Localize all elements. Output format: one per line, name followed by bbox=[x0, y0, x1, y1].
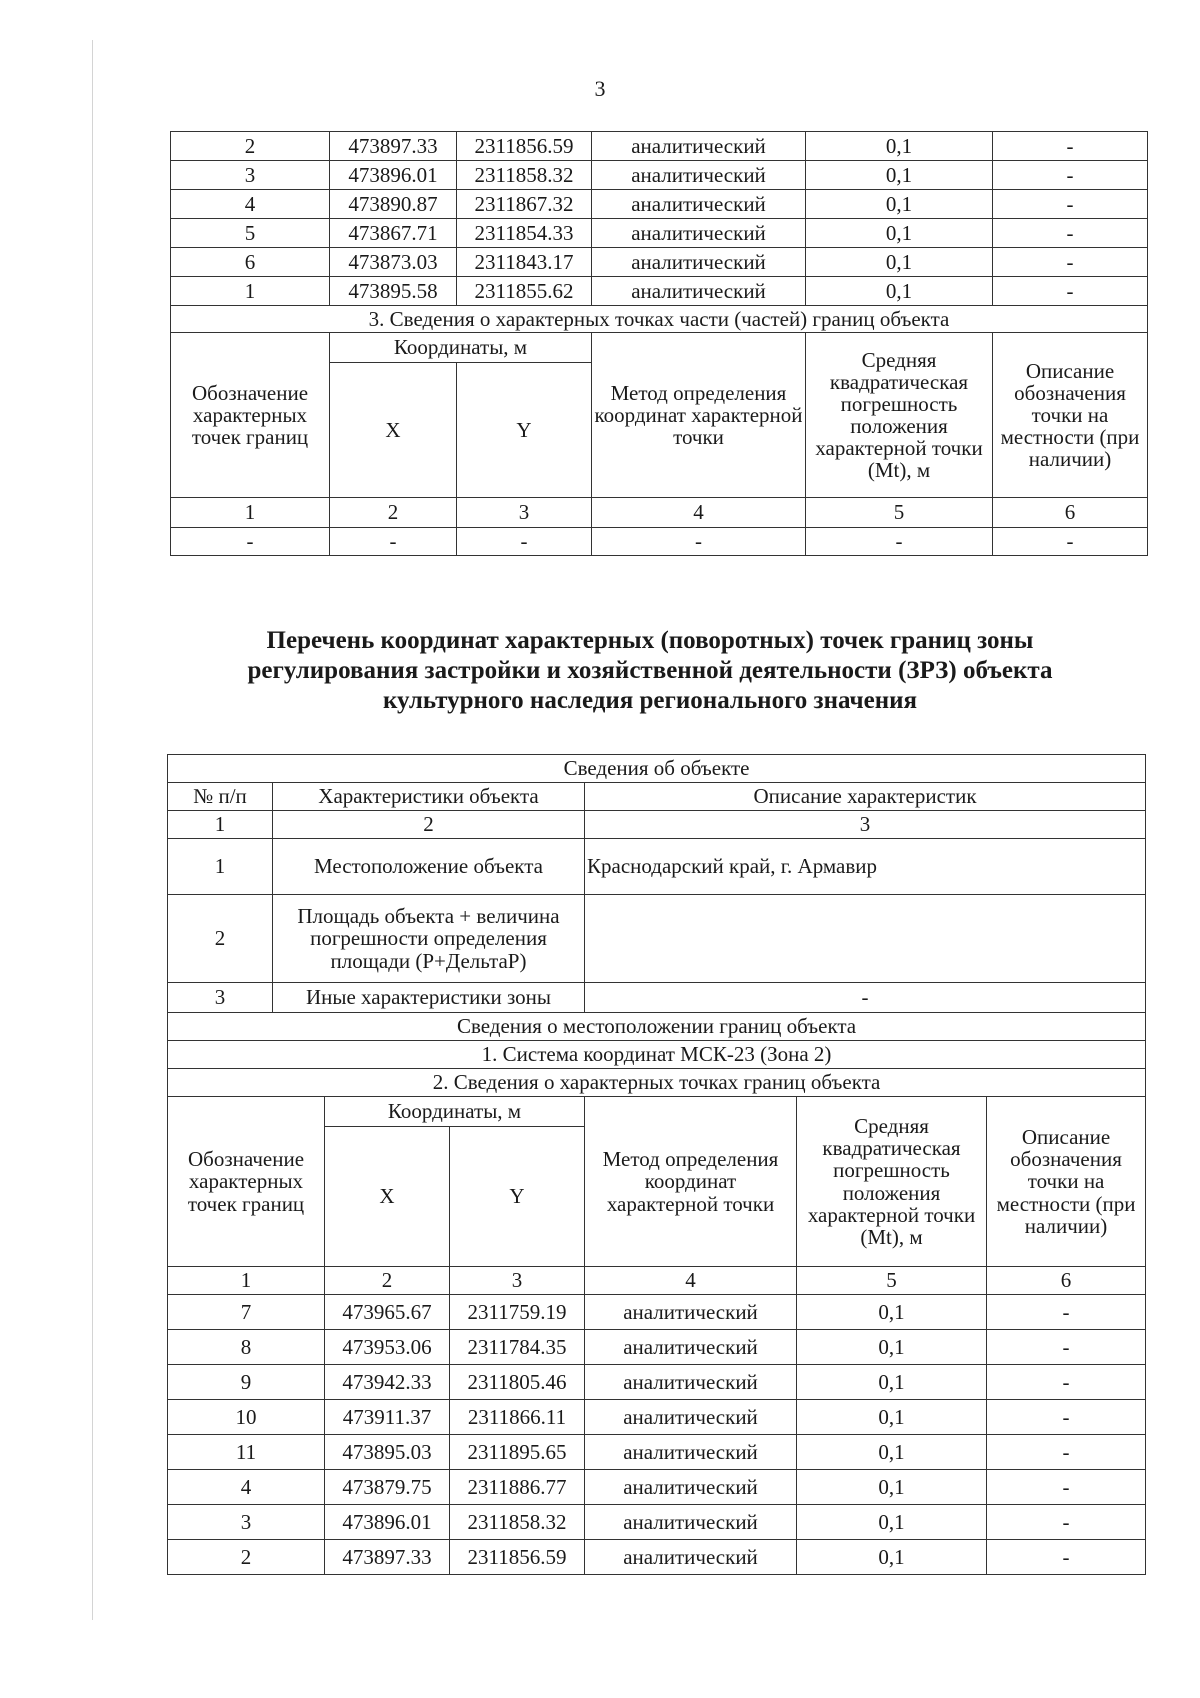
mt-value: 0,1 bbox=[797, 1470, 987, 1505]
characteristic-value: - bbox=[585, 983, 1146, 1013]
table-row bbox=[168, 1470, 1146, 1505]
characteristic: Площадь объекта + величина погрешности определения площади (Р+ДельтаР) bbox=[273, 895, 585, 983]
empty-cell: - bbox=[171, 528, 330, 556]
section-title: 3. Сведения о характерных точках части (частей) границ объекта bbox=[171, 306, 1148, 333]
column-number: 5 bbox=[797, 1267, 987, 1295]
coord-y: 2311856.59 bbox=[450, 1540, 585, 1575]
method: аналитический bbox=[592, 161, 806, 190]
coord-x: 473965.67 bbox=[325, 1295, 450, 1330]
point-number: 4 bbox=[168, 1470, 325, 1505]
mt-value: 0,1 bbox=[797, 1295, 987, 1330]
table-row bbox=[168, 1435, 1146, 1470]
coord-y: 2311784.35 bbox=[450, 1330, 585, 1365]
coord-x: 473873.03 bbox=[330, 248, 457, 277]
zone-info-table bbox=[167, 754, 1146, 1575]
characteristic: Иные характеристики зоны bbox=[273, 983, 585, 1013]
point-number: 3 bbox=[171, 161, 330, 190]
heading-line: Перечень координат характерных (поворотных) точек границ зоны bbox=[266, 627, 1034, 654]
point-description: - bbox=[993, 277, 1148, 306]
point-number: 10 bbox=[168, 1400, 325, 1435]
header-coordinates: Координаты, м bbox=[330, 333, 592, 363]
point-description: - bbox=[987, 1470, 1146, 1505]
point-description: - bbox=[987, 1505, 1146, 1540]
coord-y: 2311854.33 bbox=[457, 219, 592, 248]
method: аналитический bbox=[585, 1295, 797, 1330]
header-number: № п/п bbox=[168, 783, 273, 811]
table-row bbox=[168, 1330, 1146, 1365]
coord-x: 473895.03 bbox=[325, 1435, 450, 1470]
coord-x: 473897.33 bbox=[330, 132, 457, 161]
mt-value: 0,1 bbox=[806, 190, 993, 219]
coordinate-system: 1. Система координат МСК-23 (Зона 2) bbox=[168, 1041, 1146, 1069]
header-x: X bbox=[325, 1127, 450, 1267]
mt-value: 0,1 bbox=[797, 1435, 987, 1470]
table-row bbox=[168, 1540, 1146, 1575]
coord-x: 473942.33 bbox=[325, 1365, 450, 1400]
point-number: 9 bbox=[168, 1365, 325, 1400]
mt-value: 0,1 bbox=[806, 161, 993, 190]
point-description: - bbox=[987, 1365, 1146, 1400]
coord-y: 2311843.17 bbox=[457, 248, 592, 277]
point-description: - bbox=[987, 1330, 1146, 1365]
point-number: 4 bbox=[171, 190, 330, 219]
header-mt: Средняя квадратическая погрешность положения характерной точки (Mt), м bbox=[806, 333, 993, 498]
column-number: 6 bbox=[987, 1267, 1146, 1295]
method: аналитический bbox=[585, 1435, 797, 1470]
coord-x: 473890.87 bbox=[330, 190, 457, 219]
coord-y: 2311858.32 bbox=[457, 161, 592, 190]
section-title: 2. Сведения о характерных точках границ объекта bbox=[168, 1069, 1146, 1097]
method: аналитический bbox=[592, 219, 806, 248]
header-characteristic-description: Описание характеристик bbox=[585, 783, 1146, 811]
characteristic-value bbox=[585, 895, 1146, 983]
header-method: Метод определения координат характерной точки bbox=[592, 333, 806, 498]
point-description: - bbox=[987, 1400, 1146, 1435]
column-number: 6 bbox=[993, 498, 1148, 528]
method: аналитический bbox=[592, 248, 806, 277]
column-number: 3 bbox=[585, 811, 1146, 839]
method: аналитический bbox=[585, 1330, 797, 1365]
table-row bbox=[168, 1505, 1146, 1540]
method: аналитический bbox=[585, 1505, 797, 1540]
header-method: Метод определения координат характерной точки bbox=[585, 1097, 797, 1267]
mt-value: 0,1 bbox=[797, 1365, 987, 1400]
row-number: 2 bbox=[168, 895, 273, 983]
coord-x: 473897.33 bbox=[325, 1540, 450, 1575]
coord-y: 2311855.62 bbox=[457, 277, 592, 306]
mt-value: 0,1 bbox=[806, 248, 993, 277]
column-number: 4 bbox=[592, 498, 806, 528]
row-number: 1 bbox=[168, 839, 273, 895]
point-number: 11 bbox=[168, 1435, 325, 1470]
header-designation: Обозначение характерных точек границ bbox=[168, 1097, 325, 1267]
column-number: 1 bbox=[168, 1267, 325, 1295]
column-number: 1 bbox=[171, 498, 330, 528]
method: аналитический bbox=[585, 1540, 797, 1575]
header-mt: Средняя квадратическая погрешность положения характерной точки (Mt), м bbox=[797, 1097, 987, 1267]
method: аналитический bbox=[585, 1400, 797, 1435]
point-description: - bbox=[987, 1435, 1146, 1470]
column-number: 2 bbox=[325, 1267, 450, 1295]
coord-x: 473911.37 bbox=[325, 1400, 450, 1435]
column-number: 3 bbox=[457, 498, 592, 528]
table-row bbox=[171, 219, 1148, 248]
point-number: 6 bbox=[171, 248, 330, 277]
table-row bbox=[168, 1365, 1146, 1400]
mt-value: 0,1 bbox=[797, 1540, 987, 1575]
column-number: 5 bbox=[806, 498, 993, 528]
header-characteristic: Характеристики объекта bbox=[273, 783, 585, 811]
mt-value: 0,1 bbox=[797, 1330, 987, 1365]
coord-y: 2311858.32 bbox=[450, 1505, 585, 1540]
table-row bbox=[171, 190, 1148, 219]
method: аналитический bbox=[592, 132, 806, 161]
point-number: 8 bbox=[168, 1330, 325, 1365]
table-row bbox=[168, 1295, 1146, 1330]
header-y: Y bbox=[450, 1127, 585, 1267]
point-description: - bbox=[993, 219, 1148, 248]
table-row bbox=[168, 1400, 1146, 1435]
coord-x: 473879.75 bbox=[325, 1470, 450, 1505]
column-numbers-row bbox=[171, 498, 1148, 528]
document-heading bbox=[150, 626, 1150, 716]
point-number: 2 bbox=[168, 1540, 325, 1575]
location-title: Сведения о местоположении границ объекта bbox=[168, 1013, 1146, 1041]
mt-value: 0,1 bbox=[806, 132, 993, 161]
point-description: - bbox=[987, 1295, 1146, 1330]
table-row bbox=[171, 132, 1148, 161]
empty-cell: - bbox=[457, 528, 592, 556]
point-description: - bbox=[993, 132, 1148, 161]
table-row bbox=[171, 277, 1148, 306]
column-number: 4 bbox=[585, 1267, 797, 1295]
characteristic: Местоположение объекта bbox=[273, 839, 585, 895]
header-description: Описание обозначения точки на местности (при наличии) bbox=[993, 333, 1148, 498]
empty-cell: - bbox=[330, 528, 457, 556]
coord-y: 2311805.46 bbox=[450, 1365, 585, 1400]
point-number: 5 bbox=[171, 219, 330, 248]
method: аналитический bbox=[585, 1470, 797, 1505]
method: аналитический bbox=[592, 190, 806, 219]
column-number: 2 bbox=[273, 811, 585, 839]
coord-y: 2311867.32 bbox=[457, 190, 592, 219]
point-number: 1 bbox=[171, 277, 330, 306]
mt-value: 0,1 bbox=[797, 1400, 987, 1435]
characteristic-value: Краснодарский край, г. Армавир bbox=[585, 839, 1146, 895]
coord-x: 473953.06 bbox=[325, 1330, 450, 1365]
column-numbers-row bbox=[168, 1267, 1146, 1295]
point-description: - bbox=[993, 161, 1148, 190]
column-number: 1 bbox=[168, 811, 273, 839]
mt-value: 0,1 bbox=[806, 277, 993, 306]
point-number: 3 bbox=[168, 1505, 325, 1540]
heading-line: культурного наследия регионального значения bbox=[382, 687, 918, 714]
coord-y: 2311866.11 bbox=[450, 1400, 585, 1435]
table-row bbox=[171, 161, 1148, 190]
table-row bbox=[168, 895, 1146, 983]
coord-y: 2311759.19 bbox=[450, 1295, 585, 1330]
column-number: 2 bbox=[330, 498, 457, 528]
empty-cell: - bbox=[993, 528, 1148, 556]
mt-value: 0,1 bbox=[797, 1505, 987, 1540]
object-info-title: Сведения об объекте bbox=[168, 755, 1146, 783]
mt-value: 0,1 bbox=[806, 219, 993, 248]
page-margin-line bbox=[92, 40, 93, 1620]
boundary-points-table bbox=[170, 131, 1148, 556]
column-number: 3 bbox=[450, 1267, 585, 1295]
coord-x: 473867.71 bbox=[330, 219, 457, 248]
coord-y: 2311856.59 bbox=[457, 132, 592, 161]
method: аналитический bbox=[585, 1365, 797, 1400]
point-number: 7 bbox=[168, 1295, 325, 1330]
table-row bbox=[171, 248, 1148, 277]
coord-x: 473896.01 bbox=[330, 161, 457, 190]
header-x: X bbox=[330, 363, 457, 498]
point-description: - bbox=[987, 1540, 1146, 1575]
column-numbers-row bbox=[168, 811, 1146, 839]
point-description: - bbox=[993, 190, 1148, 219]
coord-x: 473895.58 bbox=[330, 277, 457, 306]
method: аналитический bbox=[592, 277, 806, 306]
table-row bbox=[168, 983, 1146, 1013]
header-designation: Обозначение характерных точек границ bbox=[171, 333, 330, 498]
heading-line: регулирования застройки и хозяйственной деятельности (ЗРЗ) объекта bbox=[247, 657, 1053, 684]
table-row bbox=[171, 528, 1148, 556]
row-number: 3 bbox=[168, 983, 273, 1013]
empty-cell: - bbox=[592, 528, 806, 556]
coord-y: 2311886.77 bbox=[450, 1470, 585, 1505]
empty-cell: - bbox=[806, 528, 993, 556]
coord-y: 2311895.65 bbox=[450, 1435, 585, 1470]
header-coordinates: Координаты, м bbox=[325, 1097, 585, 1127]
point-description: - bbox=[993, 248, 1148, 277]
header-y: Y bbox=[457, 363, 592, 498]
coord-x: 473896.01 bbox=[325, 1505, 450, 1540]
page-number: 3 bbox=[594, 76, 606, 101]
header-description: Описание обозначения точки на местности (при наличии) bbox=[987, 1097, 1146, 1267]
point-number: 2 bbox=[171, 132, 330, 161]
table-row bbox=[168, 839, 1146, 895]
